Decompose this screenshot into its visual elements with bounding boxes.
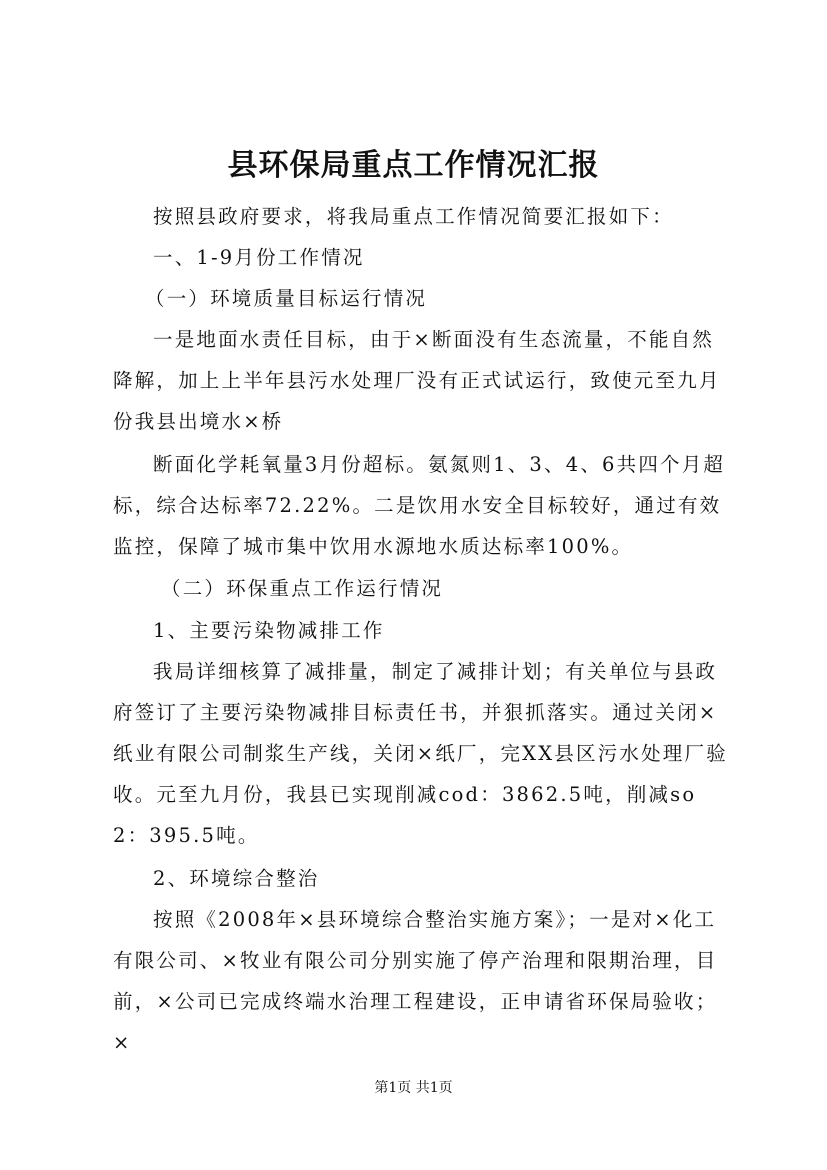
paragraph-intro: 按照县政府要求，将我局重点工作情况简要汇报如下：: [153, 205, 674, 228]
paragraph-environment-remediation: 按照《2008年×县环境综合整治实施方案》；一是对×化工有限公司、×牧业有限公司分别实施了停产治理和限期治理，目前，×公司已完成终端水治理工程建设，正申请省环保局验收；×: [113, 908, 718, 1054]
section-heading-1: 一、1-9月份工作情况: [153, 246, 365, 269]
page-footer: 第1页 共1页: [374, 1080, 453, 1096]
document-title: 县环保局重点工作情况汇报: [227, 148, 600, 183]
paragraph-emission-reduction: 我局详细核算了减排量，制定了减排计划；有关单位与县政府签订了主要污染物减排目标责任书，并狠抓落实。通过关闭×纸业有限公司制浆生产线，关闭×纸厂，完XX县区污水处理厂验收。元至九月份，我县已实现削减cod：3862.5吨，削减so2：395.5吨。: [113, 660, 728, 847]
item-heading-1: 1、主要污染物减排工作: [153, 619, 385, 642]
subsection-heading-2: （二）环保重点工作运行情况: [161, 577, 444, 600]
item-heading-2: 2、环境综合整治: [153, 867, 320, 890]
paragraph-water-target: 一是地面水责任目标，由于×断面没有生态流量，不能自然降解，加上上半年县污水处理厂没有正式试运行，致使元至九月份我县出境水×桥: [113, 328, 721, 433]
subsection-heading-1: （一）环境质量目标运行情况: [145, 287, 428, 310]
paragraph-water-results: 断面化学耗氧量3月份超标。氨氮则1、3、4、6共四个月超标，综合达标率72.22%。二是饮用水安全目标较好，通过有效监控，保障了城市集中饮用水源地水质达标率100%。: [113, 453, 726, 558]
